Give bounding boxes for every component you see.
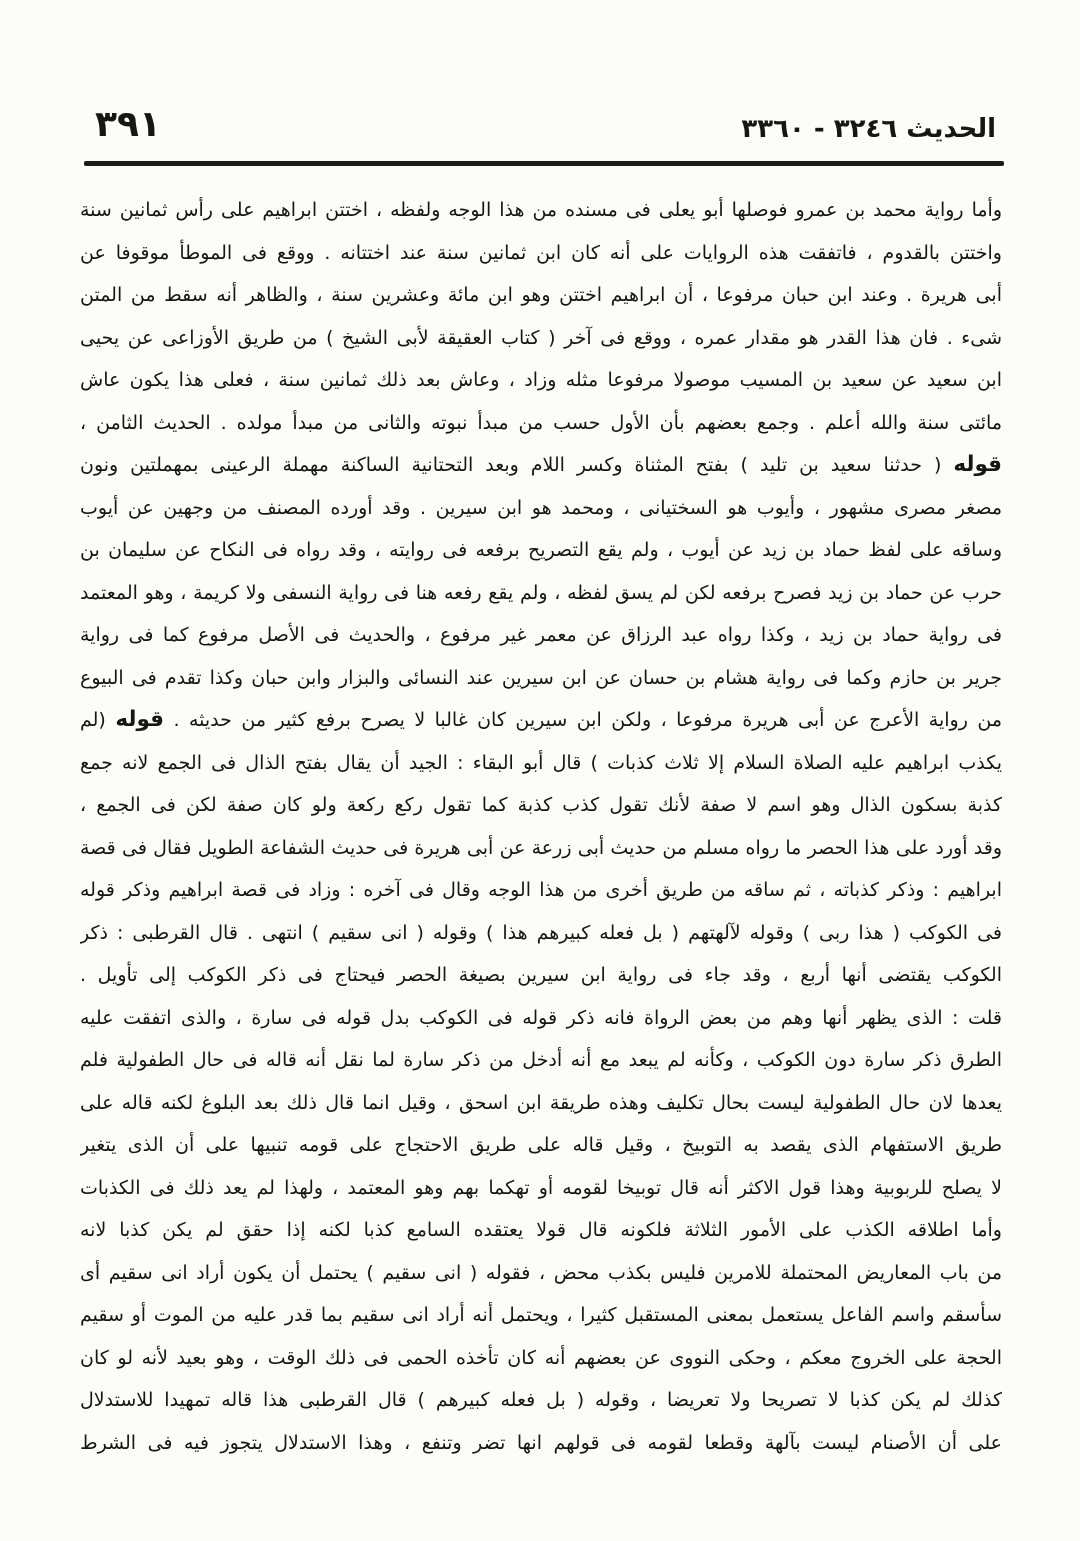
header-divider-rule (84, 161, 1004, 166)
text-line: كذلك لم يكن كذبا لا تصريحا ولا تعريضا ، وقوله ( بل فعله كبيرهم ) قال القرطبى هذا قاله تمهيدا للاستدلال (80, 1389, 1002, 1411)
text-line: أبى هريرة . وعند ابن حبان مرفوعا ، أن ابراهيم اختتن وهو ابن مائة وعشرين سنة ، والظاهر أنه سقط من المتن (80, 284, 1002, 306)
text-line: قلت : الذى يظهر أنها وهم من بعض الرواة فانه ذكر قوله فى الكوكب بدل قوله فى سارة ، والذى اتفقت عليه (80, 1006, 1002, 1029)
hadith-range-header: الحديث ٣٢٤٦ - ٣٣٦٠ (741, 114, 996, 144)
text-line: وأما رواية محمد بن عمرو فوصلها أبو يعلى فى مسنده من هذا الوجه ولفظه ، اختتن ابراهيم على رأس ثمانين سنة (80, 199, 1002, 221)
text-line: سأسقم واسم الفاعل يستعمل بمعنى المستقبل كثيرا ، ويحتمل أنه أراد انى سقيم بما قدر عليه من الموت أو سقيم (80, 1304, 1002, 1326)
text-line: حرب عن حماد بن زيد فصرح برفعه لكن لم يسق لفظه ، ولم يقع رفعه هنا فى رواية النسفى ولا كريمة ، وهو المعتمد (80, 581, 1002, 604)
text-line: شىء . فان هذا القدر هو مقدار عمره ، ووقع فى آخر ( كتاب العقيقة لأبى الشيخ ) من طريق الأوزاعى عن يحيى (80, 326, 1002, 349)
page-number: ٣٩١ (95, 104, 161, 145)
text-line: يعدها لان حال الطفولية ليست بحال تكليف وهذه طريقة ابن اسحق ، وقيل انما قال ذلك بعد البلوغ لكنه قاله على (80, 1091, 1002, 1114)
text-line: قوله ( حدثنا سعيد بن تليد ) بفتح المثناة وكسر اللام وبعد التحتانية الساكنة مهملة الرعينى بمهملتين ونون (80, 452, 1002, 477)
text-line: من رواية الأعرج عن أبى هريرة مرفوعا ، ولكن ابن سيرين كان غالبا لا يصرح برفع كثير من حديثه . قوله (لم (80, 707, 1002, 732)
text-line: الكوكب يقتضى أنها أربع ، وقد جاء فى رواية ابن سيرين بصيغة الحصر فيحتاج فى ذكر الكوكب إلى تأويل . (80, 964, 1002, 986)
text-line: فى رواية حماد بن زيد ، وكذا رواه عبد الرزاق عن معمر غير مرفوع ، والحديث فى الأصل مرفوع كما فى رواية (80, 624, 1002, 646)
text-line: وساقه على لفظ حماد بن زيد عن أيوب ، ولم يقع التصريح برفعه فى روايته ، وقد رواه فى النكاح عن سليمان بن (80, 539, 1002, 561)
text-line: الطرق ذكر سارة دون الكوكب ، وكأنه لم يبعد مع أنه أدخل من ذكر سارة لما نقل أنه قاله فى حال الطفولية فلم (80, 1049, 1002, 1071)
text-line: ابن سعيد عن سعيد بن المسيب موصولا مرفوعا مثله وزاد ، وعاش بعد ذلك ثمانين سنة ، فعلى هذا يكون عاش (80, 369, 1002, 391)
text-line: وأما اطلاقه الكذب على الأمور الثلاثة فلكونه قال قولا يعتقده السامع كذبا لكنه إذا حقق لم يكن كذبا لانه (80, 1219, 1002, 1241)
text-line: لا يصلح للربوبية وهذا قول الاكثر أنه قال توبيخا لقومه أو تهكما بهم وهو المعتمد ، ولهذا لم يعد ذلك فى الكذبات (80, 1176, 1002, 1199)
text-line: فى الكوكب ( هذا ربى ) وقوله لآلهتهم ( بل فعله كبيرهم هذا ) وقوله ( انى سقيم ) انتهى . قال القرطبى : ذكر (80, 921, 1002, 944)
text-line: طريق الاستفهام الذى يقصد به التوبيخ ، وقيل قاله على طريق الاحتجاج على قومه تنبيها على أن الذى يتغير (80, 1134, 1002, 1156)
text-line: كذبة بسكون الذال وهو اسم لا صفة لأنك تقول كذب كذبة كما تقول ركع ركعة ولو كان صفة لكن فى الجمع ، (80, 794, 1002, 816)
text-line: ابراهيم : وذكر كذباته ، ثم ساقه من طريق أخرى من هذا الوجه وقال فى آخره : وزاد فى قصة ابراهيم وذكر قوله (80, 879, 1002, 901)
text-line: الحجة على الخروج معكم ، وحكى النووى عن بعضهم أنه كان تأخذه الحمى فى ذلك الوقت ، وهو بعيد لأنه لو كان (80, 1346, 1002, 1369)
body-text-block (80, 189, 1002, 1464)
text-line: مصغر مصرى مشهور ، وأيوب هو السختيانى ، ومحمد هو ابن سيرين . وقد أورده المصنف من وجهين عن أيوب (80, 496, 1002, 519)
text-line: على أن الأصنام ليست بآلهة وقطعا لقومه فى قولهم انها تضر وتنفع ، وهذا الاستدلال يتجوز فيه فى الشرط (80, 1431, 1002, 1454)
text-line: جرير بن حازم وكما فى رواية هشام بن حسان عن ابن سيرين عند النسائى والبزار وابن حبان وكذا تقدم فى البيوع (80, 666, 1002, 689)
text-line: من باب المعاريض المحتملة للامرين فليس بكذب محض ، فقوله ( انى سقيم ) يحتمل أن يكون أراد انى سقيم أى (80, 1261, 1002, 1284)
text-line: يكذب ابراهيم عليه الصلاة السلام إلا ثلاث كذبات ) قال أبو البقاء : الجيد أن يقال بفتح الذال فى الجمع لانه جمع (80, 751, 1002, 774)
text-line: واختتن بالقدوم ، فاتفقت هذه الروايات على أنه كان ابن ثمانين سنة عند اختتانه . ووقع فى الموطأ موقوفا عن (80, 241, 1002, 264)
text-line: مائتى سنة والله أعلم . وجمع بعضهم بأن الأول حسب من مبدأ نبوته والثانى من مبدأ مولده . الحديث الثامن ، (80, 411, 1002, 434)
text-line: وقد أورد على هذا الحصر ما رواه مسلم من حديث أبى زرعة عن أبى هريرة فى حديث الشفاعة الطويل فقال فى قصة (80, 836, 1002, 859)
